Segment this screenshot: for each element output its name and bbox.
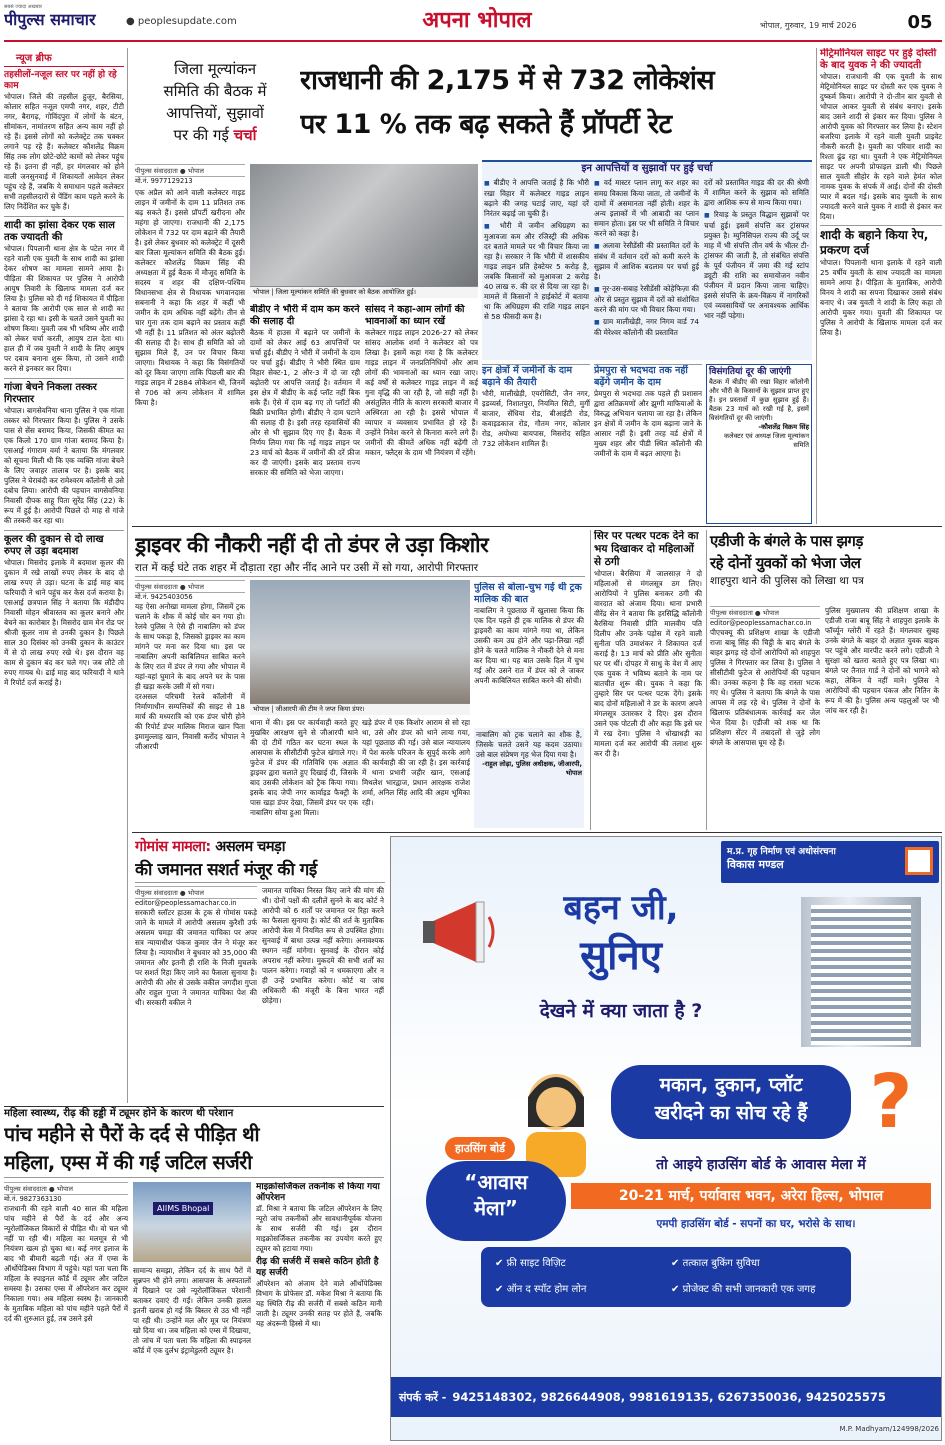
- section-divider: [132, 526, 942, 527]
- brief-body: भोपाल। जिले की तहसील हुजूर, बैरसिया, कोलार सहित नजूल एमपी नगर, शहर, टीटी नगर, बैरागढ़, गोविंदपुरा में लोगों के बंटन, सीमांकन, नामांतरण सहित अन्य काम नहीं हो रहे हैं। इससे लोगों को कलेक्ट्रेट तक चक्कर लगाने पड़ रहे हैं। कलेक्टर कौशलेंद्र विक्रम सिंह तक लोग छोटे-छोटे कामों को लेकर पहुंच रहे हैं। इतना ही नहीं, हर मंगलवार को होने वाली जनसुनवाई में शिकायतों आवेदन लेकर पहुंच रहे हैं, जबकि ये समाधान पहले कलेक्टर सभी तहसीलदारों से पेंडिंग काम पहले करने के लिए निर्देशित कर चुके हैं।: [4, 92, 124, 211]
- page-date: भोपाल, गुरुवार, 19 मार्च 2026: [760, 21, 857, 30]
- driver-police-box: पुलिस से बोला-चुभ गई थी ट्रक मालिक की बात नाबालिग ने पूछताछ में खुलासा किया कि एक दिन पहले ही ट्रक मालिक से डंपर की ड्राइवरी का काम मांगने गया था, लेकिन उसकी कम उम्र होने और पढ़ा-लिखा नहीं होने के चलते मालिक ने नौकरी देने से मना कर दिया था। यह बात उसके दिल में चुभ गई और उसने रात में डंपर को ले जाकर अपनी काबिलियत साबित करने की सोची।: [474, 582, 584, 685]
- housing-badge: हाउसिंग बोर्ड “आवास मेला”: [421, 1137, 571, 1247]
- ad-headline: बहन जी, सुनिए: [563, 888, 679, 979]
- brief-item: [4, 216, 124, 374]
- brief-item: [4, 378, 124, 526]
- website-url[interactable]: ● peoplesupdate.com: [126, 16, 237, 27]
- ad-code: M.P. Madhyam/124998/2026: [839, 1425, 939, 1433]
- driver-col3: खड़े डंपर में एक किशोर आराम से सो रहा था, उसे और डंपर को थाने लाया गया, यहां पूछताछ की गई। उसे बाल न्यायालय में पेश करके परिजन के सुपुर्द करके आगे की कार्यवाही की जा रही है। इस कार्रवाई में थाना प्रभारी जहीर खान, एसआई मिथलेश भारद्वाज, प्रधान आरक्षक राजेश शर्मा, अनिल सिंह आदि की अहम भूमिका रही।: [362, 718, 470, 807]
- adg-col2: पुलिस मुख्यालय की प्रशिक्षण शाखा के एडीजी राजा बाबू सिंह ने शाहपुरा इलाके के फॉर्च्यून ग्लोरी में रहते हैं। मंगलवार सुबह उनके बंगले के बाहर दो अज्ञात युवक बाइक पर पहुंचे और मारपीट करने लगे। एडीजी ने सुरक्षा को खतरा बताते हुए पत्र लिखा था। बंगले पर तैनात गार्ड ने दोनों को भागने को कहा, लेकिन वे नहीं माने। पुलिस ने आरोपियों की पहचान पंकज और नितिन के रूप में की है। पुलिस अन्य पहलुओं पर भी जांच कर रही है।: [825, 606, 939, 715]
- prices-box: इन क्षेत्रों में जमीनों के दाम बढ़ाने की तैयारी भौरी, मालीखेड़ी, एयरोसिटी, जैन नगर, इडव्यर्स, निशातपुरा, नियमित सिटी, मुर्गी बाजार, सेंधिया रोड, बीआईटी रोड, कवाइडकाज रोड, गौतम नगर, कोलार रोड, अयोध्या बायपास, मिसरोद सहित 732 लोकेशन शामिल हैं।: [482, 364, 590, 524]
- feature-item: ✔ ऑन द स्पॉट होम लोन: [495, 1284, 587, 1295]
- page-number: 05: [907, 12, 933, 33]
- brief-title: शादी का झांसा देकर एक साल तक ज्यादती की: [4, 220, 115, 243]
- brief-item: [4, 530, 124, 688]
- ad-tagline: एमपी हाउसिंग बोर्ड - सपनों का घर, भरोसे के साथ।: [656, 1218, 856, 1230]
- aiims-story: महिला स्वास्थ्य, रीढ़ की हड्डी में ट्यूमर होने के कारण थी परेशान पांच महीने से पैरों के दर्द से पीड़ित थी महिला, एम्स में की गई जटिल सर्जरी: [4, 1106, 384, 1442]
- brief-body: भोपाल। मिसरोद इलाके में बदमाश कूलर की दुकान में रखे लाखों रुपए लेकर के बाद दो लाख रुपए ले उड़ा। घटना के ढाई माह बाद फरियादी ने थाने पहुंच कर केस दर्ज कराया है। एसआई छत्रपाल सिंह ने बताया कि मंडीदीप निवासी मोहन श्रीवास्तव का कूलर बनाने और बेचने का कारोबार है। मिसरोद ग्राम मेन रोड पर श्रीजी कूलर नाम से उनकी दुकान है। पिछले साल 30 दिसंबर को उनकी दुकान के काउंटर में से दो लाख रुपए रखे थे। इस दौरान वह काम से दुकान बंद कर चले गए। जब लौटे तो रुपए गायब थे। ढाई माह बाद फरियादी ने थाने में रिपोर्ट दर्ज कराई है।: [4, 558, 124, 687]
- women-story: सिर पर पत्थर पटक देने का भय दिखाकर दो महिलाओं से ठगी भोपाल। बैरसिया में जालसाज़ ने दो महिलाओं से मंगलसूत्र ठग लिए। आरोपियों ने पुलिस बनाकर ठगी की वारदात को अंजाम दिया। थाना प्रभारी वीरेंद्र सेन ने बताया कि हरसिद्धि कॉलोनी बैरसिया निवासी प्रीति मालवीय पति दिलीप और उनके पड़ोस में रहने वाली सुनीता पति उमाशंकर ने शिकायत दर्ज कराई है। 13 मार्च को प्रीति और सुनीता घर पर थीं। दोपहर में साधु के वेश में आए एक युवक ने भविष्य बताने के नाम पर बातचीत शुरू की। युवक ने कहा कि तुम्हारे सिर पर पत्थर पटक देंगे। इसके बाद दोनों महिलाओं ने डर के कारण अपने मंगलसूत्र उतारकर दे दिए। इस दौरान उसने एक पोटली दी और कहा कि इसे घर में रख देना। पुलिस ने धोखाधड़ी का मामला दर्ज कर आरोपी की तलाश शुरू कर दी है।: [590, 530, 702, 830]
- driver-headline: ड्राइवर की नौकरी नहीं दी तो डंपर ले उड़ा किशोर: [135, 533, 489, 557]
- brief-item: [4, 70, 124, 212]
- lead-sub1: बीडीए ने भौरी में दाम कम करने की सलाह दी बैठक में हाउस में बढ़ाने पर जमीनों के दामों को लेकर आई 63 आपत्तियों पर चर्चा हुई। बीडीए ने भौरी में जमीनों के दाम पर चर्चा हुई। बीडीए ने भौरी स्थित ग्राम विहार सेक्ट-1, 2 और-3 में दो जा रही बढ़ोतरी पर आपत्ति जताई है। वर्तमान में इस क्षेत्र में बीडीए के कई प्लॉट नहीं बिक सके हैं। ऐसे में दाम बढ़ गए तो प्लॉटों की बिक्री प्रभावित होगी। बीडीए ने दाम घटाने की सलाह दी है। इसी तरह रहवासियों की ओर से भी सुझाव दिए गए हैं। बैठक में निर्णय लिया गया कि नई गाइड लाइन पर 23 मार्च को बैठक में जमीनों की दरें फ्रीज कर दी जाएंगी। इसके बाद प्रस्ताव राज्य सरकार की समिति को भेजा जाएगा।: [250, 304, 360, 477]
- matrimonial-body: भोपाल। राजधानी की एक युवती के साथ मेट्रिमोनियल साइट पर दोस्ती कर एक युवक ने दुष्कर्म किया। आरोपी ने दो-तीन बार युवती से भोपाल आकर युवती से संबंध बनाए। इसके बाद उसने शादी से इंकार कर दिया। पुलिस ने आरोपी युवक को गिरफ्तार कर लिया है। स्टेशन बजरिया इलाके में रहने वाली युवती प्राइवेट नौकरी करती है। युवती का परिवार शादी का रिश्ता ढूंढ रहा था। युवती ने एक मेट्रिमोनियल साइट पर अपनी प्रोफाइल डाली थी। पिछले साल युवती सीहोर के रहने वाले हेमंत कोल नामक युवक के संपर्क में आई। दोनों की दोस्ती प्यार में बदल गई। इसके बाद युवती के साथ ज्यादती करने वाले युवक ने शादी से इंकार कर दिया।: [820, 72, 942, 221]
- ad-subhead: देखने में क्या जाता है ?: [539, 1000, 703, 1022]
- cow-story: गोमांस मामला: असलम चमड़ा की जमानत सशर्त मंजूर की गई: [135, 836, 385, 1106]
- house-logo-icon: [905, 847, 933, 875]
- lead-headline: राजधानी की 2,175 में से 732 लोकेशंस पर 11 % तक बढ़ सकते हैं प्रॉपर्टी रेट: [300, 65, 715, 140]
- reporter-mobile: मो.नं. 9977129213: [135, 177, 193, 185]
- driver-col1: पीपुल्स संवाददाता ● भोपाल मो.नं. 9425403056 यह ऐसा अनोखा मामला होगा, जिसमें ट्रक चलाने के शौक में कोई चोर बन गया हो। रेलवे पुलिस ने ऐसे ही नाबालिग को डंपर के साथ पकड़ा है, जिसको ड्राइवर का काम मांगने पर मना कर दिया था। इस पर नाबालिग अपनी काबिलियत साबित करने के लिए रात में डंपर ले गया और भोपाल में यहां-वहां घुमाने के बाद अपने घर के पास ही खड़ा करके उसी में सो गया। दरअसल परिचमी रेलवे कॉलोनी में निर्माणाधीन सम्पत्तिकों की साइट से 18 मार्च की मध्यरात्रि को एक डंपर चोरी होने की रिपोर्ट डंपर मालिक मिराज खान पिता इमामुल्लाह खान, निवासी करोंद भोपाल ने जीआरपी: [135, 580, 245, 825]
- contact-numbers[interactable]: 9425148302, 9826644908, 9981619135, 6267350036, 9425025575: [452, 1390, 886, 1404]
- tower-illustration: [801, 897, 921, 1047]
- cow-col1: पीपुल्स संवाददाता ● भोपाल editor@peoplessamachar.co.in सरकारी स्लॉटर हाउस के ट्रक से गोमांस पकड़े जाने के मामले में आरोपी असलम कुरैशी उर्फ असलम चमड़ा की जमानत याचिका पर अपर सत्र न्यायाधीश पंकज कुमार जैन ने मंजूर कर लिया है। न्यायाधीश ने बुधवार को 35,000 की जमानत और इतनी ही राशि के निजी मुचलके पर सशर्त रिहा किए जाने का फैसला सुनाया है। आरोपी की ओर से उसके वकील जगदीश गुप्ता और राहुल गुप्ता ने जमानत याचिका पेश की थी। सरकारी वकील ने: [135, 886, 257, 1106]
- cow-col2: जमानत याचिका निरस्त किए जाने की मांग की थी। दोनों पक्षों की दलीलें सुनने के बाद कोर्ट ने आरोपी को 6 शर्तों पर जमानत पर रिहा करने का फैसला सुनाया है। कोर्ट की शर्त के मुताबिक आरोपी केस में नियमित रूप से उपस्थित होगा। सुनवाई में बाधा उत्पन्न नहीं करेगा। अनावश्यक स्थगन नहीं मांगेगा। सुनवाई के दौरान कोई अपराध नहीं करेगा। मुकदमे की सभी शर्तों का पालन करेगा। गवाहों को न धमकाएगा और न ही उन्हें प्रभावित करेगा। कोर्ट या जांच अधिकारी की मंजूरी के बिना भारत नहीं छोड़ेगा।: [262, 886, 384, 1005]
- brief-title: गांजा बेचने निकला तस्कर गिरफ्तार: [4, 382, 97, 405]
- brief-body: भोपाल। बागसेवनिया थाना पुलिस ने एक गांजा तस्कर को गिरफ्तार किया है। पुलिस ने उसके पास से सेंस बरामद किया, जिसकी कीमत का एक किलो 170 ग्राम गांजा बरामद किया है। एसआई गंगाराम वर्मा ने बताया कि मंगलवार को सूचना मिली थी कि एक व्यक्ति गांजा बेचने के लिए जवाहर तालाब पर है। इसके बाद पुलिस ने घेराबंदी कर रामेश्वरम कॉलोनी से उसे दबोच लिया। आरोपी की पहचान वागसेवनिया निवासी दीपक साहू पिता सुरेंद्र सिंह (22) के रूप में हुई है। आरोपी पिछले दो माह से गांजे की तस्करी कर रहा था।: [4, 406, 124, 525]
- feature-item: ✔ फ्री साइट विज़िट: [495, 1258, 566, 1269]
- right-column: [816, 48, 942, 524]
- question-mark-icon: ?: [869, 1059, 913, 1145]
- ad-features: [481, 1247, 851, 1307]
- driver-subhead: रात में कई घंटे तक शहर में दौड़ाता रहा और नींद आने पर उसी में सो गया, आरोपी गिरफ्तार: [135, 560, 585, 577]
- objections-col1: ■ बीडीए ने आपत्ति जताई है कि भौरी रखा विहार में कलेक्टर गाइड लाइन बढ़ाने की जगह घटाई जाए, यहां दरें निरंतर बढ़ाई जा चुकी हैं। ■ भौरी में जमीन अधिग्रहण का मुआवजा कम और रजिस्ट्री की अधिक दर बताते मामले पर भी विचार किया जा रहा है। सरकार ने कि भौरी में शासकीय गाइड लाइन प्रति हेक्टेयर 5 करोड़ है, जबकि किसानों को मुआवजा 2 करोड़ 40 लाख रु. की दर से दिया जा रहा है। मामले में किसानों ने हाईकोर्ट में बताया था कि अधिग्रहण की राशि गाइड लाइन से 58 फीसदी कम है।: [484, 178, 589, 360]
- left-news-column: [4, 48, 128, 1103]
- ad-bubble: मकान, दुकान, प्लॉट खरीदने का सोच रहे हैं: [611, 1065, 851, 1139]
- driver-quote-box: नाबालिग को ट्रक चलाने का शौक है, जिसके चलते उसने यह कदम उठाया। उसे बाल संप्रेषण गृह भेज दिया गया है। -राहुल लोढ़ा, पुलिस अधीक्षक, जीआरपी, भोपाल: [474, 728, 584, 828]
- objections-col3: दरों को प्रस्तावित गाइड की दर की श्रेणी में शामिल करने के सुझाव को समिति द्वारा आशिक रूप से मान्य किया गया। ■ रियाड़ के प्रस्तुत विद्धान सुझावों पर चर्चा हुई। इसमें संपत्ति कर ट्रांसफर प्रयुक्त है। म्युनिसिपल राज्य की उर्दू पर माह में भी संपत्ति तीन वर्ष के भीतर टी-ट्रांसफर की जाती है, तो संबंधित संपत्ति के पूर्व पंजीयन में जमा की गई स्टांप ड्यूटी की राशि का समायोजन नवीन पंजीयन में प्रदान किया जाना चाहिए। इससे संपत्ति के क्रय-विक्रय में नागरिकों एवं व्यवसायियों पर अनावश्यक आर्थिक भार नहीं पड़ेगा।: [704, 178, 809, 360]
- aiims-col1: पीपुल्स संवाददाता ● भोपाल मो.नं. 9827363130 राजधानी की रहने वाली 40 साल की महिला पांच महीने से पैरों के दर्द और अन्य न्यूरोलॉजिकल विकारों से पीड़ित थी। वो चल भी नहीं पा रही थी। महिला का मलमूत्र से भी नियंत्रण खत्म हो चुका था। कई नगर इलाज के बाद भी बीमारी बढ़ती गई। अंत में एम्स के ऑर्थोपेडिक्स विभाग में पहुंचे। यहां पता चला कि महिला के स्पाइनल कॉर्ड में ट्यूमर और जटिल समस्या है। उसका एम्स में ऑपरेशन कर ट्यूमर निकाला गया। अब महिला स्वस्थ है। जानकारी के मुताबिक महिला को पांच महीने पहले पैरों में दर्द की शुरुआत हुई, तब उसने इसे: [4, 1182, 128, 1442]
- housing-board-ad[interactable]: [390, 836, 942, 1441]
- premium-box: प्रेमपुरा से भदभदा तक नहीं बढ़ेंगे जमीन के दाम प्रेमपुरा से भदभदा तक पहले ही प्रशासन द्वारा अतिक्रमणों और झुग्गी माफियाओं के विरुद्ध अभियान चलाया जा रहा है। लेकिन इन क्षेत्रों में जमीन के दाम बढ़ाना जाने के आसार नहीं है। इसी तरह वर्ड क्षेत्रों में मुख्य शहर और पीडी स्थित कॉलोनी की जमीनों के दाम में बढ़त आएगा है।: [594, 364, 702, 524]
- objections-box: [482, 160, 812, 360]
- feature-item: ✔ तत्काल बुकिंग सुविधा: [671, 1258, 760, 1269]
- aiims-col2: सामान्य समझा, लेकिन दर्द के साथ पैरों में सुन्नपन भी होने लगा। आसपास के अस्पतालों में दिखाने पर उसे न्यूरोलॉजिकल परेशानी बताकर दवाएं दी गईं। लेकिन उनकी हालत इतनी खराब हो गई कि बिस्तर से उठ भी नहीं पा रही थी। उन्होंने मल और मूत्र पर नियंत्रण खो दिया था। जब महिला को एम्स में दिखाया, तो जांच में पता चला कि महिला की स्पाइनल कॉर्ड में एक दुर्लभ इंट्रामेडुलरी ट्यूमर है।: [133, 1266, 251, 1355]
- ad-cta1: तो आइये हाउसिंग बोर्ड के आवास मेला में: [656, 1157, 866, 1173]
- ad-org-header: म.प्र. गृह निर्माण एवं अधोसंरचना विकास मण्डल: [721, 841, 939, 883]
- byline: पीपुल्स संवाददाता ● भोपाल: [135, 164, 245, 177]
- masthead-logo: सबसे ज्यादा अखबार पीपुल्स समाचार: [4, 4, 124, 38]
- brief-body: भोपाल। पिपलानी थाना क्षेत्र के पटेल नगर में रहने वाली एक युवती के साथ शादी का झांसा देकर शोषण का मामला सामने आया है। पीड़िता की शिकायत पर पुलिस ने आरोपी आयुष तिवारी के खिलाफ मामला दर्ज कर लिया है। पुलिस को दी गई शिकायत में पीड़िता ने बताया कि आरोपी एक साल से शादी का झांसा दे रहा था। इसी के चलते उसने युवती का शोषण किया। युवती जब भी भविष्य और शादी को लेकर चर्चा करती, आयुष टाल देता था। हाल ही में जब युवती ने शादी के लिए आयुष पर दबाव बनाना शुरू किया, तो उसने शादी करने से इनकार कर दिया।: [4, 244, 124, 373]
- rape-brief-body: भोपाल। पिपलानी थाना इलाके में रहने वाली 25 वर्षीय युवती के साथ ज्यादती का मामला सामने आया है। पीड़िता के मुताबिक, आरोपी विनय ने शादी का सपना दिखाकर उससे संबंध बनाए थे। जब युवती ने शादी के लिए कहा तो आरोपी मुकर गया। युवती की शिकायत पर पुलिस ने आरोपी के खिलाफ मामला दर्ज कर लिया है।: [820, 258, 942, 337]
- megaphone-icon: [421, 897, 501, 967]
- rape-brief-title: शादी के बहाने किया रेप, प्रकरण दर्ज: [820, 225, 942, 258]
- meeting-photo: [250, 164, 478, 298]
- brief-title: तहसीलों-नजूल स्तर पर नहीं हो रहे काम: [4, 70, 117, 91]
- lead-body-col1: [135, 164, 245, 524]
- collector-quote-box: विसंगतियां दूर की जाएंगी बैठक में बीडीए की रखा विहार कॉलोनी और भौरी के किसानों के सुझाव प्राप्त हुए हैं। इन प्रस्तावों में कुछ सुझाव हुई हैं। बैठक 23 मार्च को रखी गई है, इसमें विसंगतियों दूर की जाएंगी। -कौशलेंद्र विक्रम सिंह कलेक्टर एवं अध्यक्ष जिला मूल्यांकन समिति: [706, 364, 812, 524]
- lead-kicker: जिला मूल्यांकन समिति की बैठक में आपत्तियों, सुझावों पर की गई चर्चा: [163, 60, 267, 144]
- photo-caption: भोपाल | जिला मूल्यांकन समिति की बुधवार को बैठक आयोजित हुई।: [253, 288, 416, 296]
- ad-contact-bar[interactable]: संपर्क करें - 9425148302, 9826644908, 9981619135, 6267350036, 9425025575: [391, 1377, 942, 1417]
- lead-paragraph: एक अप्रैल को आने वाली कलेक्टर गाइड लाइन में जमीनों के दाम 11 प्रतिशत तक बढ़ सकते हैं। इससे प्रॉपर्टी खरीदना और महंगा हो जाएगा। राजधानी की 2,175 लोकेशन में 732 पर दाम बढ़ाने की तैयारी है। इसे लेकर बुधवार को कलेक्ट्रेट में दूसरी बार जिला मूल्यांकन समिति की बैठक हुई। कलेक्टर कौशलेंद्र विक्रम सिंह की अध्यक्षता में हुई बैठक में मौजूद समिति के सदस्य व शहर की दक्षिण-पश्चिम विधानसभा क्षेत्र से विधायक भगवानदास सबनानी ने कहा कि शहर में कहीं भी जमीन के दाम अधिक नहीं बढ़ेंगे। तीन से चार गुना तक दाम बढ़ाने का प्रस्ताव कहीं भी नहीं है। 11 प्रतिशत को अंतर बढ़ोतरी की सलाह दी है। साथ ही समिति को जो सुझाव मिले हैं, उन पर विचार किया जाएगा। विधायक ने कहा कि विसंगतियों को दूर किया जाएगा ताकि पिछली बार की गाइड लाइन में 2884 लोकेशन थी, जिनमें से 706 को अन्य लोकेशन में शामिल किया है।: [135, 188, 245, 407]
- matrimonial-title: मेट्रिमोनियल साइट पर हुई दोस्ती के बाद युवक ने की ज्यादती: [820, 48, 937, 71]
- objections-col2: ■ वर्द मास्टर प्लान लागू कर शहर का समग्र विकास किया जाता, तो जमीनों के दामों में असमानता नहीं होती। शहर के अन्य इलाकों में भी आबादी का प्लान समान होता। इस पर भी समिति ने विचार करने को कहा है। ■ अलावा रेसीडेंसी की प्रस्तावित दरों के संबंध में वर्तमान दरों को कमी करने के सुझाव में आशिक बदलाव पर चर्चा हुई है। ■ नूर-उस-सबाह रेसीडेंसी कोहेफिज़ा की ओर से प्रस्तुत सुझाव में दरों को संशोधित करने की मांग पर भी विचार किया गया। ■ ग्राम मालीखेड़ी, नगर निगम वार्ड 74 की मेरेश्वर कॉलोनी की प्रस्तावित: [594, 178, 699, 360]
- news-brief-label: न्यूज ब्रीफ: [4, 48, 124, 67]
- section-title: अपना भोपाल: [422, 8, 532, 33]
- masthead: [0, 0, 945, 44]
- driver-col2: थाना में की। इस पर कार्यवाही करते हुए मुखबिर आरक्षण सुने से जीआरपी थाने की दो टीमें गठित कर घटना स्थल के आसपास के सीसीटीवी फुटेज खंगाले गए। फुटेज में डंपर की गतिविधि एक अज्ञात ड्राइवर द्वारा चलाते हुए दिखाई दी, जिसके बाद उसकी लोकेशन को ट्रैक किया गया। इसके बाद जेपी नगर कार्वाइड फैक्ट्री के पास खड़ा डंपर देखा, जिसमें डंपर पर एक नाबालिग सोया हुआ मिला।: [250, 718, 358, 817]
- logo-text: पीपुल्स समाचार: [4, 10, 96, 29]
- masthead-rule: [4, 40, 942, 42]
- adg-col1: पीपुल्स संवाददाता ● भोपाल editor@peoplessamachar.co.in पीएचक्यू की प्रशिक्षण शाखा के एडीजी राजा बाबू सिंह की चिट्ठी के बाद बंगले के बाहर झगड़ रहे दोनों आरोपियों को शाहपुरा पुलिस ने गिरफ्तार कर लिया है। पुलिस ने सीसीटीवी फुटेज से आरोपियों की पहचान की। उनका कहना है कि वह रास्ता भटक गए थे। पुलिस ने बताया कि बंगले के पास आपस में लड़ रहे थे। पुलिस ने दोनों के खिलाफ प्रतिबंधात्मक कार्रवाई कर जेल भेज दिया है। एडीजी को शक था कि प्रशिक्षण सेंटर में तबादलों से जुड़े लोग बंगले के आसपास घूम रहे हैं।: [710, 606, 820, 828]
- lead-sub2: सांसद ने कहा-आम लोगों की भावनाओं का ध्यान रखें कलेक्टर गाइड लाइन 2026-27 को लेकर सांसद आलोक शर्मा ने कलेक्टर को पत्र लिखा है। इसमें कहा गया है कि कलेक्टर गाइड लाइन में जनप्रतिनिधियों और आम लोगों की भावनाओं का ध्यान रखा जाए। कई वर्षों से कलेक्टर गाइड लाइन में कई गुना वृद्धि की जा रही है, जो सही नहीं है। असंतुलित नीति के कारण सरकारी बाजार में अस्थिरता आ रही है। इससे भोपाल में व्यापार व व्यवसाय प्रभावित हो रहे हैं। उन्होंने निवेश करने से किनारा करने लगे हैं। जमीनों की कीमतें अधिक नहीं बढ़ेंगी तो मकान, फ्लैट्स के दाम भी नियंत्रण में रहेंगे।: [365, 304, 478, 457]
- aiims-sign: AIIMS Bhopal: [153, 1202, 213, 1215]
- ad-cta2: 20-21 मार्च, पर्यावास भवन, अरेरा हिल्स, भोपाल: [571, 1183, 931, 1209]
- dumper-photo: भोपाल | जीआरपी की टीम ने जप्त किया डंपर।: [250, 580, 470, 715]
- aiims-col3: माइक्रोसर्जिकल तकनीक से किया गया ऑपरेशन डॉ. मिश्रा ने बताया कि जटिल ऑपरेशन के लिए न्यूरो जांच तकनीकों और सावधानीपूर्वक योजना के साथ सर्जरी की गई। इस दौरान माइक्रोसर्जिकल तकनीक का उपयोग करते हुए ट्यूमर को हटाया गया। रीढ़ की सर्जरी में सबसे कठिन होती है यह सर्जरी ऑपरेशन को अंजाम देने वाले ऑर्थोपेडिक्स विभाग के प्रोफेसर डॉ. मकेश मिश्रा ने बताया कि यह स्थिति रीढ़ की सर्जरी में सबसे कठिन मानी जाती है। ट्यूमर उनकी सतह पर होते हैं, जबकि यह अंदरूनी हिस्से में था।: [256, 1182, 382, 1328]
- section-divider: [132, 832, 942, 833]
- objections-header: इन आपत्तियों व सुझावों पर हुई चर्चा: [581, 163, 713, 174]
- brief-title: कूलर की दुकान से दो लाख रुपए ले उड़ा बदमाश: [4, 534, 104, 557]
- aiims-photo: [133, 1182, 251, 1262]
- adg-story: एडीजी के बंगले के पास झगड़ रहे दोनों युवकों को भेजा जेल शाहपुरा थाने की पुलिस को लिखा था पत्र पीपुल्स संवाददाता ● भोपाल editor@peoplessamachar.co.in पीएचक्यू की प्रशिक्षण शाखा के एडीजी राजा बाबू सिंह की चिट्ठी के बाद बंगले के बाहर झगड़ रहे दोनों आरोपियों को शाहपुरा पुलिस ने गिरफ्तार कर लिया है। पुलिस ने सीसीटीवी फुटेज से आरोपियों की पहचान की। उनका कहना है कि वह रास्ता भटक गए थे। पुलिस ने बताया कि बंगले के पास आपस में लड़ रहे थे। पुलिस ने दोनों के खिलाफ प्रतिबंधात्मक कार्रवाई कर जेल भेज दिया है। एडीजी को शक था कि प्रशिक्षण सेंटर में तबादलों से जुड़े लोग बंगले के आसपास घूम रहे हैं। पुलिस मुख्यालय की प्रशिक्षण शाखा के एडीजी राजा बाबू सिंह ने शाहपुरा इलाके के फॉर्च्यून ग्लोरी में रहते हैं। मंगलवार सुबह उनके बंगले के बाहर दो अज्ञात युवक बाइक पर पहुंचे और मारपीट करने लगे। एडीजी ने सुरक्षा को खतरा बताते हुए पत्र लिखा था। बंगले पर तैनात गार्ड ने दोनों को भागने को कहा, लेकिन वे नहीं माने। पुलिस ने आरोपियों की पहचान पंकज और नितिन के रूप में की है। पुलिस अन्य पहलुओं पर भी जांच कर रही है।: [706, 530, 942, 830]
- feature-item: ✔ प्रोजेक्ट की सभी जानकारी एक जगह: [671, 1284, 816, 1295]
